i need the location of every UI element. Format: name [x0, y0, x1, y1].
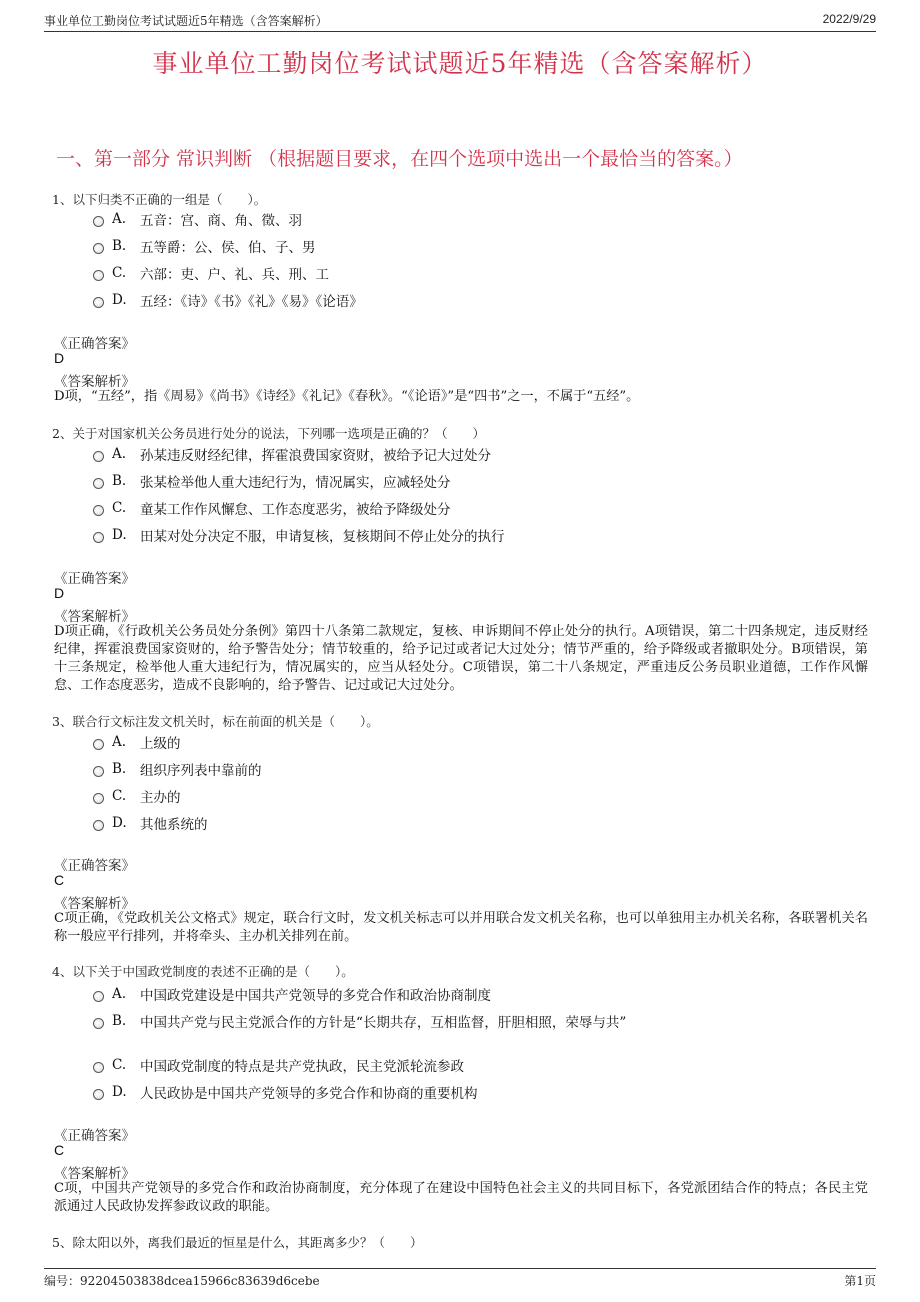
option-letter: B. [112, 238, 127, 254]
question-1-option-a[interactable] [93, 209, 302, 229]
option-text: 田某对处分决定不服，申请复核，复核期间不停止处分的执行 [140, 529, 505, 545]
option-text: 张某检举他人重大违纪行为，情况属实，应减轻处分 [140, 475, 451, 491]
analysis-label: 《答案解析》 [54, 896, 135, 912]
option-text: 其他系统的 [140, 817, 208, 833]
option-text: 人民政协是中国共产党领导的多党合作和协商的重要机构 [140, 1086, 478, 1102]
correct-answer-label: 《正确答案》 [54, 336, 135, 352]
option-text: 组织序列表中靠前的 [140, 763, 262, 779]
question-3-option-b[interactable] [93, 759, 262, 779]
question-1-text: 1、以下归类不正确的一组是（ ）。 [52, 192, 267, 207]
header-date: 2022/9/29 [822, 12, 876, 26]
radio-icon[interactable] [93, 505, 104, 516]
radio-icon[interactable] [93, 451, 104, 462]
radio-icon[interactable] [93, 739, 104, 750]
option-letter: C. [112, 500, 127, 516]
question-4-option-b[interactable] [93, 1011, 626, 1031]
option-letter: A. [112, 211, 127, 227]
option-text: 五经：《诗》《书》《礼》《易》《论语》 [140, 294, 363, 310]
analysis-label: 《答案解析》 [54, 1166, 135, 1182]
option-letter: B. [112, 473, 127, 489]
option-text: 童某工作作风懈怠、工作态度恶劣，被给予降级处分 [140, 502, 451, 518]
header-document-title: 事业单位工勤岗位考试试题近5年精选（含答案解析） [44, 14, 328, 28]
analysis-label: 《答案解析》 [54, 609, 135, 625]
option-letter: A. [112, 734, 127, 750]
question-4-answer: C [54, 1142, 65, 1158]
page-title: 事业单位工勤岗位考试试题近5年精选（含答案解析） [152, 49, 768, 78]
question-4-text: 4、以下关于中国政党制度的表述不正确的是（ ）。 [52, 964, 354, 979]
option-text: 主办的 [140, 790, 181, 806]
question-3-explanation: C项正确，《党政机关公文格式》规定，联合行文时，发文机关标志可以并用联合发文机关名称，也可以单独用主办机关名称，各联署机关名称一般应平行排列，并将牵头、主办机关排列在前。 [54, 911, 868, 944]
radio-icon[interactable] [93, 1018, 104, 1029]
radio-icon[interactable] [93, 820, 104, 831]
question-3-option-c[interactable] [93, 786, 181, 806]
radio-icon[interactable] [93, 216, 104, 227]
question-3-text: 3、联合行文标注发文机关时，标在前面的机关是（ ）。 [52, 714, 379, 729]
option-letter: D. [112, 815, 127, 831]
question-2-option-c[interactable] [93, 498, 451, 518]
question-1-option-c[interactable] [93, 263, 329, 283]
option-letter: D. [112, 527, 127, 543]
option-letter: B. [112, 761, 127, 777]
radio-icon[interactable] [93, 766, 104, 777]
option-letter: D. [112, 292, 127, 308]
question-1-answer: D [54, 350, 65, 366]
option-letter: C. [112, 788, 127, 804]
radio-icon[interactable] [93, 1089, 104, 1100]
radio-icon[interactable] [93, 297, 104, 308]
option-text: 孙某违反财经纪律，挥霍浪费国家资财，被给予记大过处分 [140, 448, 491, 464]
option-text: 五音：宫、商、角、徵、羽 [140, 213, 302, 229]
question-2-answer: D [54, 585, 65, 601]
question-1-explanation: D项，“五经”，指《周易》《尚书》《诗经》《礼记》《春秋》。“《论语》”是“四书”之一，不属于“五经”。 [54, 389, 640, 404]
question-2-text: 2、关于对国家机关公务员进行处分的说法，下列哪一选项是正确的？（ ） [52, 426, 485, 441]
question-3-answer: C [54, 872, 65, 888]
option-text: 中国政党制度的特点是共产党执政，民主党派轮流参政 [140, 1059, 464, 1075]
option-letter: B. [112, 1013, 127, 1029]
header-divider [44, 31, 876, 32]
option-text: 中国政党建设是中国共产党领导的多党合作和政治协商制度 [140, 988, 491, 1004]
analysis-label: 《答案解析》 [54, 374, 135, 390]
question-2-explanation: D项正确，《行政机关公务员处分条例》第四十八条第二款规定，复核、申诉期间不停止处分的执行。A项错误，第二十四条规定，违反财经纪律，挥霍浪费国家资财的，给予警告处分；情节较重的，给予记过或者记大过处分；情节严重的，给予降级或者撤职处分。B项错误，第十三条规定，检举他人重大违纪行为，情况属实的，应当从轻处分。C项错误，第二十八条规定，严重违反公务员职业道德，工作作风懈怠、工作态度恶劣，造成不良影响的，给予警告、记过或记大过处分。 [54, 624, 868, 693]
question-4-explanation: C项，中国共产党领导的多党合作和政治协商制度，充分体现了在建设中国特色社会主义的共同目标下，各党派团结合作的特点；各民主党派通过人民政协发挥参政议政的职能。 [54, 1181, 868, 1214]
question-5-text: 5、除太阳以外，离我们最近的恒星是什么，其距离多少？（ ） [52, 1235, 423, 1250]
question-2-option-b[interactable] [93, 471, 451, 491]
option-text: 六部：吏、户、礼、兵、刑、工 [140, 267, 329, 283]
option-letter: C. [112, 1057, 127, 1073]
option-letter: A. [112, 446, 127, 462]
question-4-option-d[interactable] [93, 1082, 478, 1102]
question-1-option-b[interactable] [93, 236, 316, 256]
option-letter: D. [112, 1084, 127, 1100]
question-2-option-d[interactable] [93, 525, 505, 545]
question-1-option-d[interactable] [93, 290, 363, 310]
radio-icon[interactable] [93, 270, 104, 281]
correct-answer-label: 《正确答案》 [54, 858, 135, 874]
footer-page-number: 第1页 [844, 1274, 876, 1288]
radio-icon[interactable] [93, 991, 104, 1002]
option-text: 中国共产党与民主党派合作的方针是“长期共存，互相监督，肝胆相照，荣辱与共” [140, 1015, 627, 1031]
question-2-option-a[interactable] [93, 444, 491, 464]
question-3-option-d[interactable] [93, 813, 208, 833]
correct-answer-label: 《正确答案》 [54, 571, 135, 587]
option-letter: A. [112, 986, 127, 1002]
radio-icon[interactable] [93, 478, 104, 489]
question-4-option-c[interactable] [93, 1055, 464, 1075]
radio-icon[interactable] [93, 243, 104, 254]
radio-icon[interactable] [93, 532, 104, 543]
option-letter: C. [112, 265, 127, 281]
section-heading: 一、第一部分 常识判断 （根据题目要求，在四个选项中选出一个最恰当的答案。） [56, 148, 743, 170]
option-text: 上级的 [140, 736, 181, 752]
option-text: 五等爵：公、侯、伯、子、男 [140, 240, 316, 256]
radio-icon[interactable] [93, 1062, 104, 1073]
question-3-option-a[interactable] [93, 732, 181, 752]
footer-divider [44, 1268, 876, 1269]
radio-icon[interactable] [93, 793, 104, 804]
footer-document-code: 编号：92204503838dcea15966c83639d6cebe [44, 1274, 320, 1288]
question-4-option-a[interactable] [93, 984, 491, 1004]
correct-answer-label: 《正确答案》 [54, 1128, 135, 1144]
